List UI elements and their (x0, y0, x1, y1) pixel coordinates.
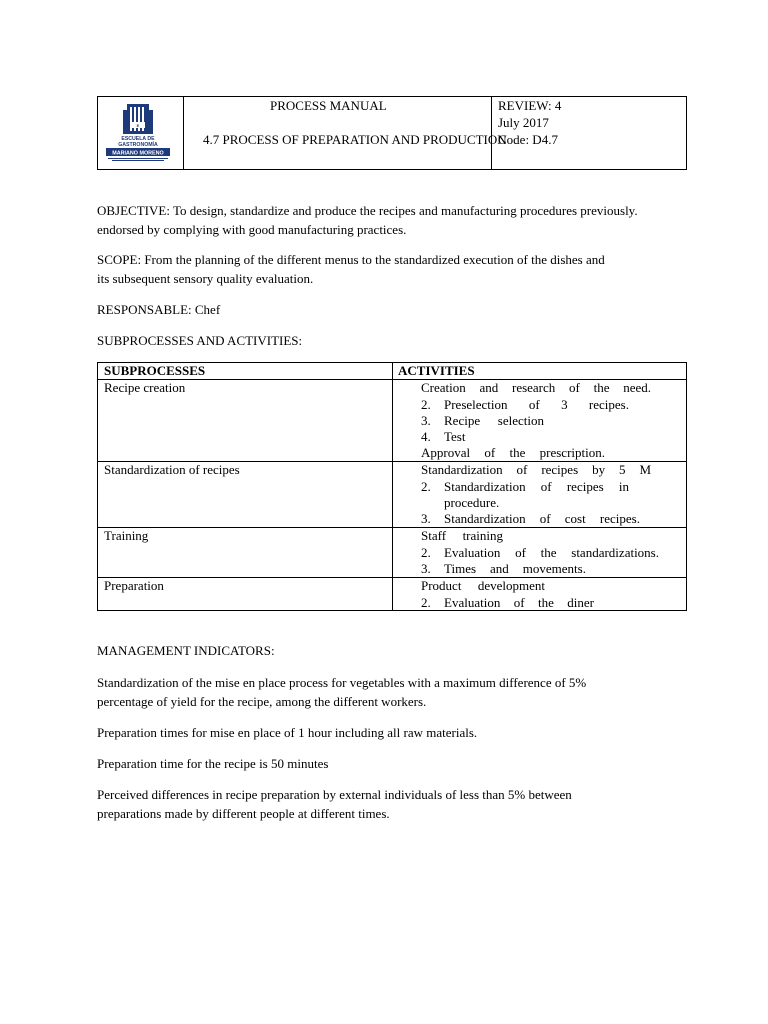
activity-item (421, 445, 651, 462)
activity-text (421, 462, 651, 479)
svg-text:ESCUELA DE: ESCUELA DE (121, 136, 155, 142)
activity-item (421, 380, 651, 397)
objective-line: OBJECTIVE: To design, standardize and produce the recipes and manufacturing procedures previously. (97, 203, 638, 218)
responsable-paragraph (97, 300, 220, 319)
indicator-item (97, 754, 328, 773)
review-number: REVIEW: 4 (498, 98, 562, 113)
svg-text:GASTRONOMÍA: GASTRONOMÍA (118, 142, 158, 148)
activity-text (444, 511, 640, 528)
table-row-subprocess: Training (104, 528, 149, 543)
activity-word: Recipe (444, 413, 481, 428)
scope-line: its subsequent sensory quality evaluation. (97, 271, 314, 286)
activity-number: 2. (421, 595, 431, 610)
activity-text: Test (444, 429, 466, 444)
activity-word: and (490, 561, 509, 576)
activity-number: 4. (421, 429, 431, 444)
activity-word: M (639, 462, 651, 477)
activity-word: cost (564, 511, 586, 526)
activity-item (421, 561, 651, 578)
table-row-subprocess: Recipe creation (104, 380, 186, 395)
table-column-divider (392, 363, 393, 610)
activity-item (421, 545, 661, 562)
table-row-subprocess: Standardization of recipes (104, 462, 240, 477)
indicators-heading-text: MANAGEMENT INDICATORS: (97, 643, 275, 658)
activity-item (421, 413, 651, 430)
activity-number: 2. (421, 479, 431, 494)
document-header (97, 96, 687, 170)
activity-word: 5 (619, 462, 626, 477)
table-row-subprocess: Preparation (104, 578, 164, 593)
activity-word: the (537, 595, 554, 610)
activity-item (421, 462, 651, 479)
subprocesses-heading-text: SUBPROCESSES AND ACTIVITIES: (97, 333, 303, 348)
objective-line: endorsed by complying with good manufacturing practices. (97, 222, 407, 237)
indicator-item (97, 673, 586, 711)
activity-item (421, 511, 651, 528)
activity-text (444, 479, 629, 496)
indicator-line: Perceived differences in recipe preparation by external individuals of less than 5% between (97, 787, 572, 802)
activity-word: diner (567, 595, 594, 610)
indicators-heading (97, 641, 275, 660)
activity-word: recipes (566, 479, 604, 494)
activity-word: the (509, 445, 526, 460)
document-subtitle: 4.7 PROCESS OF PREPARATION AND PRODUCTION (203, 132, 507, 147)
activity-text (421, 445, 605, 462)
subprocesses-table (97, 362, 687, 611)
activity-text (421, 528, 503, 545)
school-logo (102, 100, 174, 166)
activity-item (421, 578, 651, 595)
activity-number: 3. (421, 511, 431, 526)
activity-word: of (540, 479, 552, 494)
activity-word: Standardization (421, 462, 503, 477)
activity-word: Evaluation (444, 595, 501, 610)
activity-word: Product (421, 578, 462, 593)
activity-text (444, 595, 594, 612)
activity-word: prescription. (539, 445, 605, 460)
activity-number: 3. (421, 413, 431, 428)
activity-text (444, 413, 544, 430)
objective-paragraph (97, 201, 638, 239)
indicator-line: Preparation time for the recipe is 50 minutes (97, 756, 329, 771)
scope-line: SCOPE: From the planning of the different menus to the standardized execution of the dishes and (97, 252, 605, 267)
subprocesses-heading (97, 331, 302, 350)
activity-word: Evaluation (444, 545, 501, 560)
activity-text (444, 545, 659, 562)
activity-word: and (479, 380, 499, 395)
activity-word: Approval (421, 445, 471, 460)
table-header-subprocesses: SUBPROCESSES (104, 363, 206, 378)
activity-item (421, 397, 651, 414)
activity-number: 2. (421, 545, 431, 560)
activity-word: of (539, 511, 551, 526)
activity-word: Standardization (444, 511, 526, 526)
activity-word: the (593, 380, 610, 395)
activity-word: movements. (522, 561, 586, 576)
activity-word: of (513, 595, 525, 610)
activity-word: research (511, 380, 556, 395)
header-divider (183, 97, 184, 169)
activity-word: recipes (541, 462, 579, 477)
activity-word: of (484, 445, 496, 460)
activity-text (444, 397, 629, 414)
indicator-line: preparations made by different people at different times. (97, 806, 390, 821)
scope-paragraph (97, 250, 605, 288)
indicator-item (97, 723, 477, 742)
activity-word: Times (444, 561, 477, 576)
activity-word: by (592, 462, 606, 477)
activity-word: the (540, 545, 557, 560)
activity-word: in (618, 479, 629, 494)
review-date: July 2017 (498, 115, 549, 130)
document-code: Code: D4.7 (498, 132, 558, 147)
svg-text:E: E (136, 123, 140, 128)
activity-word: Standardization (444, 479, 526, 494)
activity-word: recipes. (599, 511, 640, 526)
activity-word: of (528, 397, 540, 412)
activity-item (421, 528, 651, 545)
activity-item (421, 479, 651, 496)
responsable-line: RESPONSABLE: Chef (97, 302, 221, 317)
activity-word: development (477, 578, 545, 593)
activity-word: Creation (421, 380, 466, 395)
svg-text:MARIANO MORENO: MARIANO MORENO (112, 150, 164, 157)
activity-word: of (569, 380, 580, 395)
activity-word: training (462, 528, 503, 543)
activity-word: recipes. (588, 397, 629, 412)
activity-word: selection (497, 413, 544, 428)
activity-word: 3 (561, 397, 568, 412)
activity-word: of (516, 462, 528, 477)
document-title: PROCESS MANUAL (270, 98, 387, 113)
activity-number: 3. (421, 561, 431, 576)
activity-text (421, 578, 545, 595)
indicator-line: Preparation times for mise en place of 1 hour including all raw materials. (97, 725, 478, 740)
activity-word: of (515, 545, 526, 560)
activity-word: standardizations. (571, 545, 659, 560)
table-header-activities: ACTIVITIES (398, 363, 475, 378)
activity-number: 2. (421, 397, 431, 412)
indicator-line: Standardization of the mise en place process for vegetables with a maximum difference of 5% (97, 675, 587, 690)
activity-word: Staff (421, 528, 447, 543)
activity-item (421, 495, 651, 512)
activity-word: need. (623, 380, 651, 395)
activity-item (421, 595, 651, 612)
activity-word: Preselection (444, 397, 508, 412)
activity-text: procedure. (444, 495, 500, 510)
indicator-line: percentage of yield for the recipe, among the different workers. (97, 694, 427, 709)
activity-text (421, 380, 651, 397)
indicator-item (97, 785, 572, 823)
activity-item (421, 429, 651, 446)
activity-text (444, 561, 586, 578)
